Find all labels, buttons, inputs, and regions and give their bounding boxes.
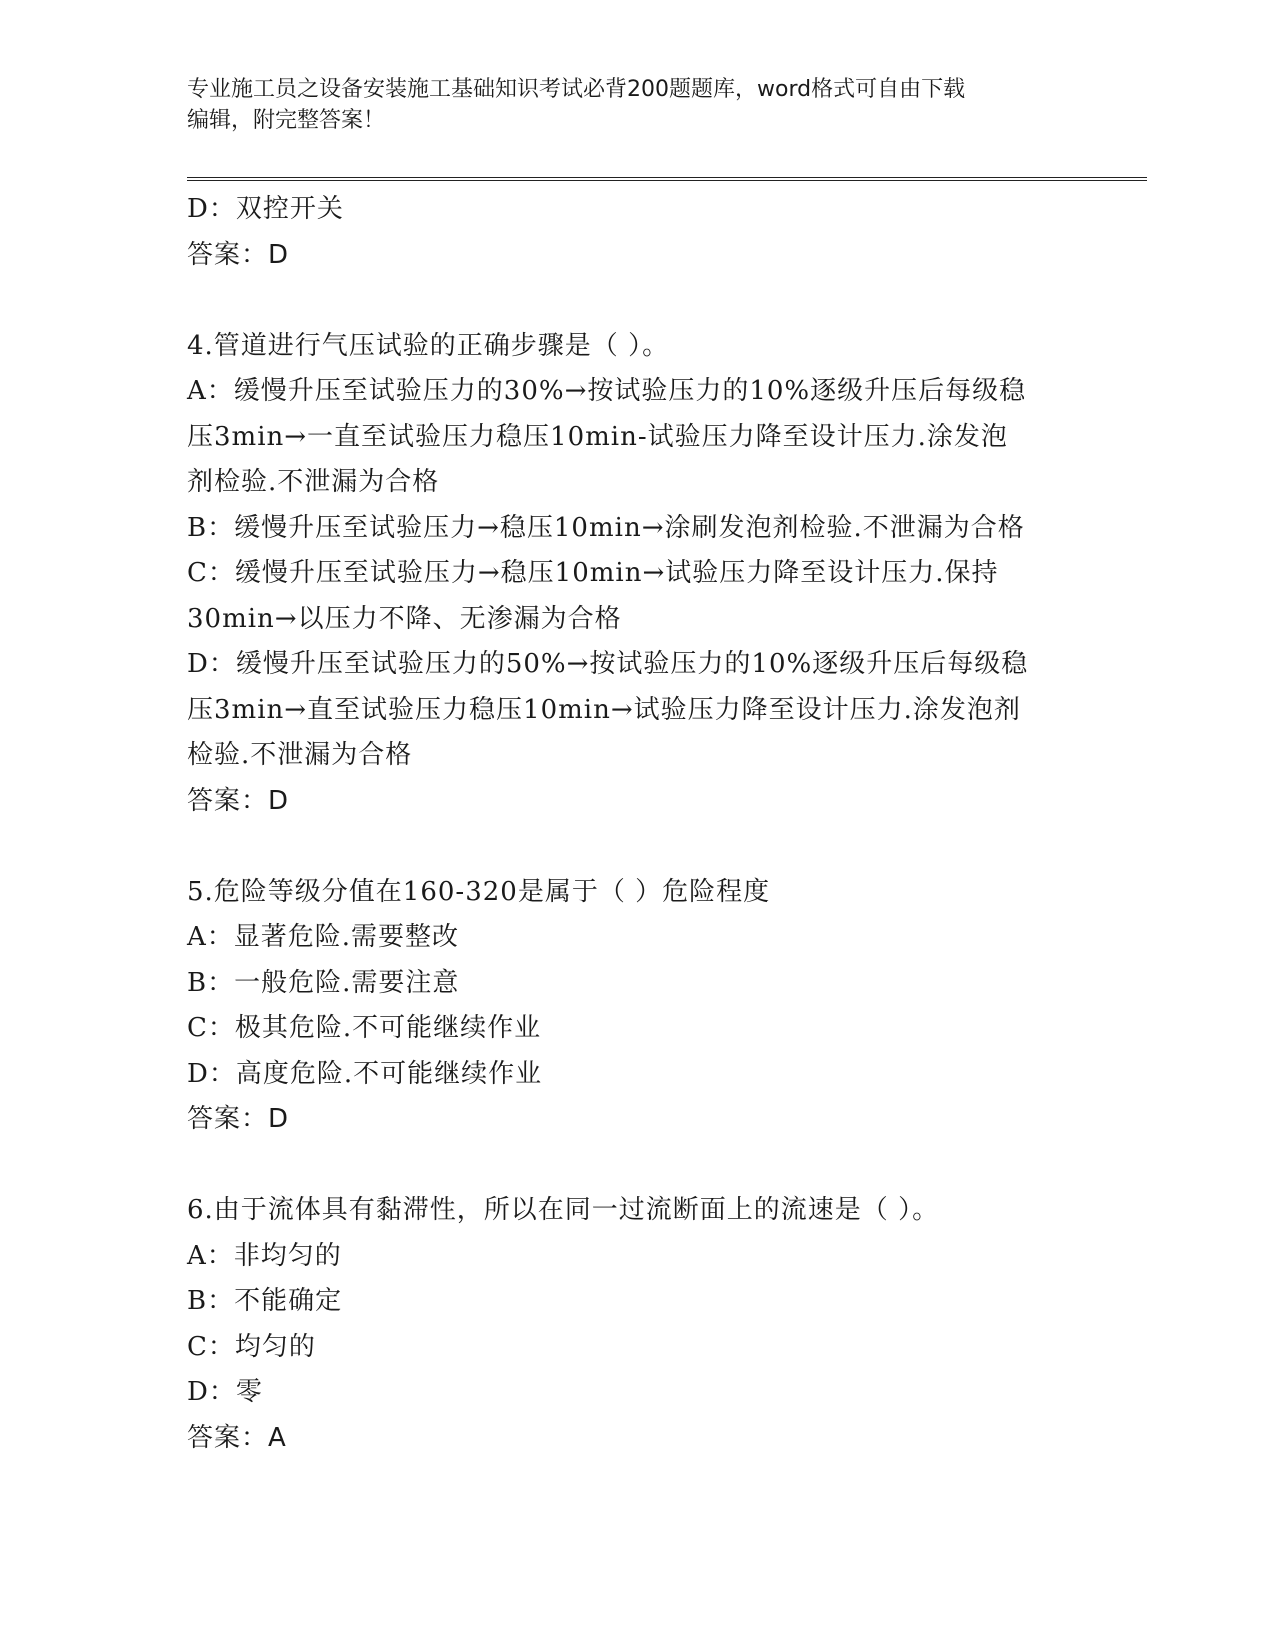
q4-option-d-line-3: 检验.不泄漏为合格	[187, 740, 413, 770]
q3-option-d: D：双控开关	[187, 194, 344, 224]
q4-option-b: B：缓慢升压至试验压力→稳压10min→涂刷发泡剂检验.不泄漏为合格	[187, 512, 1025, 543]
q4-option-a-line-3: 剂检验.不泄漏为合格	[187, 467, 440, 497]
header-divider	[187, 177, 1147, 181]
q6-option-b: B：不能确定	[187, 1286, 343, 1316]
header-title-line-2: 编辑，附完整答案！	[187, 108, 386, 133]
q4-option-d-line-1: D：缓慢升压至试验压力的50%→按试验压力的10%逐级升压后每级稳	[187, 649, 1029, 679]
q5-option-d: D：高度危险.不可能继续作业	[187, 1058, 543, 1089]
q4-option-a-line-1: A：缓慢升压至试验压力的30%→按试验压力的10%逐级升压后每级稳	[187, 376, 1027, 406]
header-title-line-1: 专业施工员之设备安装施工基础知识考试必背200题题库，word格式可自由下载	[187, 77, 966, 102]
q6-answer: 答案：A	[187, 1422, 287, 1453]
q4-option-c-line-2: 30min→以压力不降、无渗漏为合格	[187, 603, 622, 634]
q5-option-c: C：极其危险.不可能继续作业	[187, 1013, 542, 1043]
question-content	[187, 187, 1087, 1461]
q5-stem: 5.危险等级分值在160-320是属于（ ）危险程度	[187, 876, 771, 907]
q6-option-c: C：均匀的	[187, 1331, 316, 1362]
spacer	[187, 278, 1087, 324]
q5-answer: 答案：D	[187, 1104, 290, 1134]
spacer	[187, 1143, 1087, 1189]
spacer	[187, 824, 1087, 870]
q4-option-d-line-2: 压3min→直至试验压力稳压10min→试验压力降至设计压力.涂发泡剂	[187, 694, 1021, 725]
q4-option-c-line-1: C：缓慢升压至试验压力→稳压10min→试验压力降至设计压力.保持	[187, 558, 999, 588]
q4-stem: 4.管道进行气压试验的正确步骤是（ ）。	[187, 330, 670, 361]
q5-option-b: B：一般危险.需要注意	[187, 967, 460, 998]
q5-option-a: A：显著危险.需要整改	[187, 922, 460, 952]
q6-option-d: D：零	[187, 1377, 263, 1407]
q6-option-a: A：非均匀的	[187, 1240, 342, 1271]
q4-option-a-line-2: 压3min→一直至试验压力稳压10min-试验压力降至设计压力.涂发泡	[187, 421, 1008, 452]
q6-stem: 6.由于流体具有黏滞性，所以在同一过流断面上的流速是（ ）。	[187, 1195, 940, 1225]
q4-answer: 答案：D	[187, 785, 290, 816]
page-header	[187, 74, 1087, 136]
q3-answer: 答案：D	[187, 239, 290, 270]
